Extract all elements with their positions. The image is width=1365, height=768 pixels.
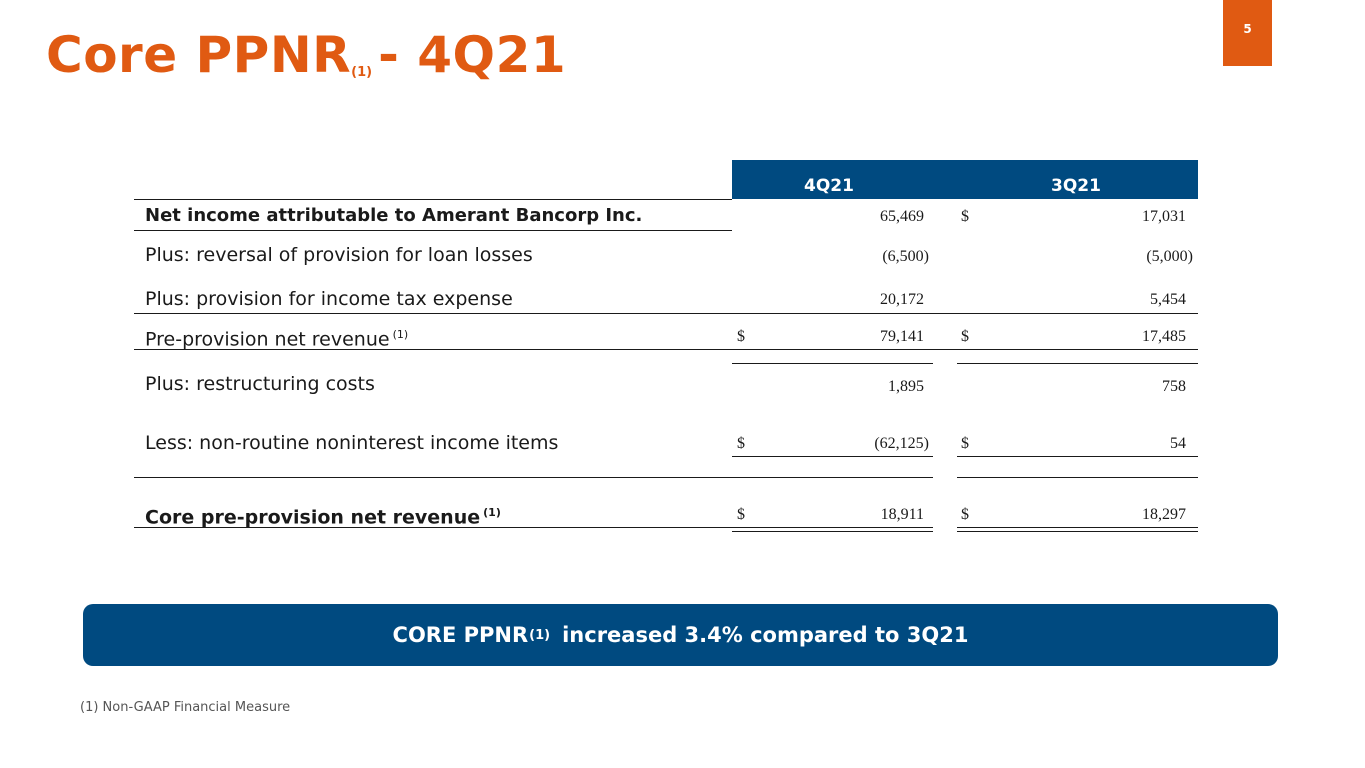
rule-above-core (134, 477, 933, 478)
page-title (46, 22, 566, 106)
table-column-header (732, 160, 1198, 199)
column-header-4q21: 4Q21 (804, 176, 854, 196)
rule-under-tax (134, 313, 1198, 314)
rule-col1-nonroutine (732, 456, 933, 457)
banner-footnote-ref: (1) (529, 627, 551, 643)
row-label-ppnr-footnote: (1) (392, 328, 409, 341)
double-rule-col1 (732, 531, 933, 532)
row-label-net-income: Net income attributable to Amerant Bancorp Inc. (145, 205, 643, 226)
title-main: Core PPNR (46, 26, 352, 84)
cell-tax-3q21: 5,454 (1150, 291, 1186, 308)
cell-core-ppnr-4q21: 18,911 (880, 506, 924, 523)
cell-loan-losses-4q21: (6,500) (882, 248, 929, 265)
row-label-ppnr-text: Pre-provision net revenue (145, 328, 390, 351)
cell-core-ppnr-3q21: 18,297 (1142, 506, 1186, 523)
row-label-core-ppnr-text: Core pre-provision net revenue (145, 506, 481, 529)
row-label-core-ppnr (145, 501, 501, 530)
row-label-loan-losses: Plus: reversal of provision for loan losses (145, 244, 533, 266)
title-footnote-ref: (1) (351, 64, 373, 80)
row-label-tax: Plus: provision for income tax expense (145, 288, 513, 310)
title-suffix: - 4Q21 (378, 26, 567, 84)
row-label-restructuring: Plus: restructuring costs (145, 373, 375, 395)
double-rule-col2 (957, 531, 1198, 532)
cell-nonroutine-3q21: 54 (1170, 435, 1186, 452)
currency-ppnr-3q21: $ (961, 328, 969, 345)
rule-col1-restructure (732, 363, 933, 364)
footnote: (1) Non-GAAP Financial Measure (80, 700, 291, 715)
rule-top (134, 199, 732, 200)
row-label-nonroutine: Less: non-routine noninterest income items (145, 432, 559, 454)
currency-core-ppnr-3q21: $ (961, 506, 969, 523)
cell-nonroutine-4q21: (62,125) (874, 435, 929, 452)
cell-restructuring-3q21: 758 (1162, 378, 1186, 395)
rule-under-core-col2 (957, 527, 1198, 528)
row-label-core-ppnr-footnote: (1) (483, 506, 501, 519)
cell-loan-losses-3q21: (5,000) (1146, 248, 1193, 265)
cell-restructuring-4q21: 1,895 (888, 378, 924, 395)
cell-ppnr-4q21: 79,141 (880, 328, 924, 345)
summary-banner (83, 604, 1278, 666)
rule-above-core-col2 (957, 477, 1198, 478)
rule-col2-nonroutine (957, 456, 1198, 457)
page-number-badge (1223, 0, 1272, 66)
cell-tax-4q21: 20,172 (880, 291, 924, 308)
rule-col2-restructure (957, 363, 1198, 364)
cell-net-income-4q21: 65,469 (880, 208, 924, 225)
banner-text: increased 3.4% compared to 3Q21 (562, 623, 969, 647)
currency-nonroutine-4q21: $ (737, 435, 745, 452)
page-number: 5 (1243, 22, 1252, 36)
row-label-ppnr (145, 323, 408, 352)
currency-core-ppnr-4q21: $ (737, 506, 745, 523)
banner-lead: CORE PPNR (392, 623, 529, 647)
currency-net-income-3q21: $ (961, 208, 969, 225)
cell-net-income-3q21: 17,031 (1142, 208, 1186, 225)
column-header-3q21: 3Q21 (1051, 176, 1101, 196)
rule-under-net-income (134, 230, 732, 231)
currency-ppnr-4q21: $ (737, 328, 745, 345)
cell-ppnr-3q21: 17,485 (1142, 328, 1186, 345)
currency-nonroutine-3q21: $ (961, 435, 969, 452)
